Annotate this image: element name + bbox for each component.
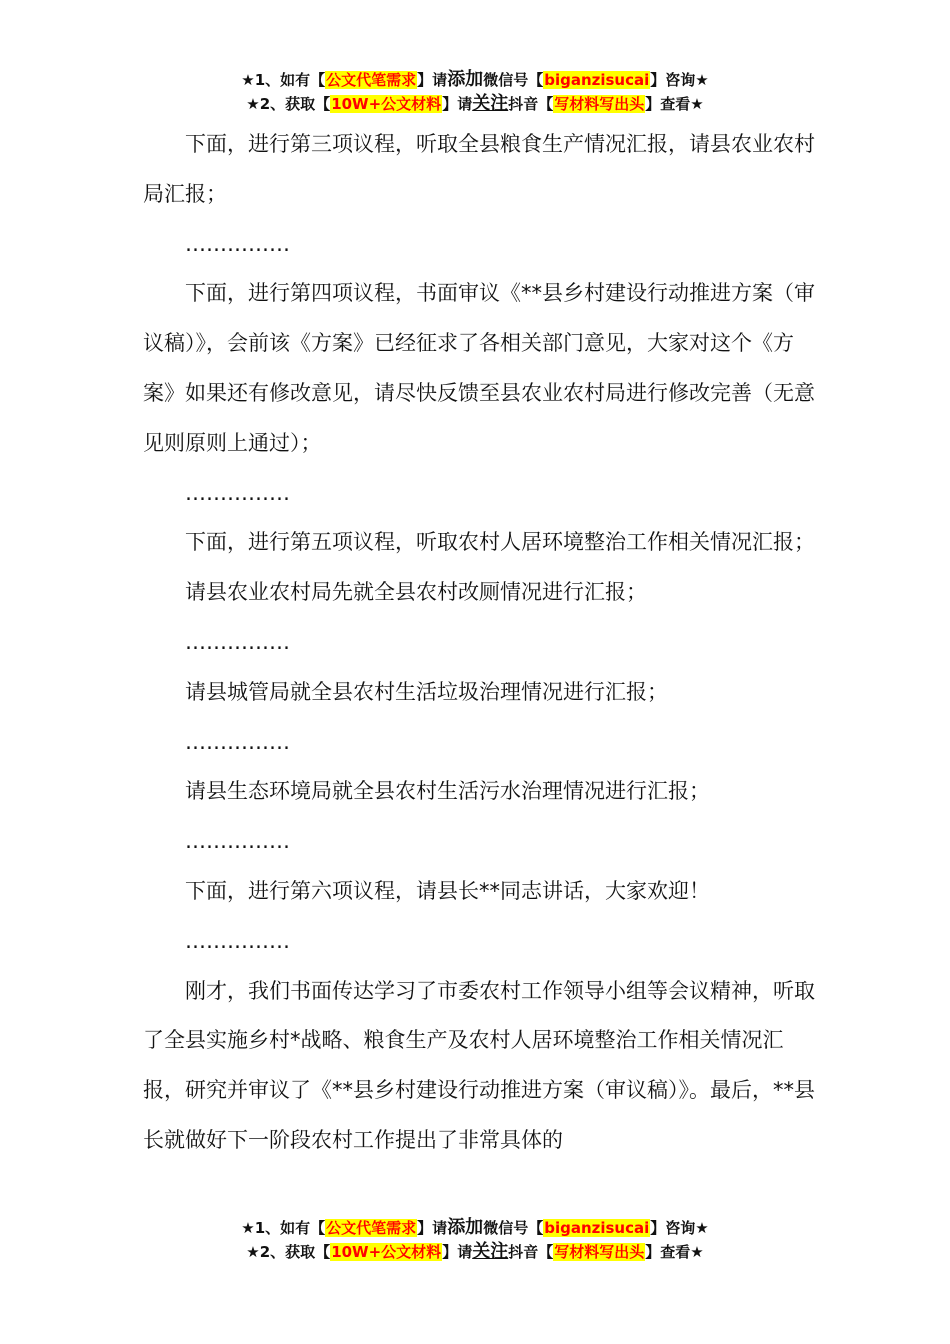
banner-line-2-mid2: 抖音【 xyxy=(508,95,554,113)
paragraph: 下面，进行第四项议程，书面审议《**县乡村建设行动推进方案（审议稿）》，会前该《方案》已经征求了各相关部门意见，大家对这个《方案》如果还有修改意见，请尽快反馈至县农业农村局进行修改完善（无意见则原则上通过）； xyxy=(143,281,815,455)
header-banner xyxy=(0,68,950,116)
banner-line-2-highlight-materials: 10W+公文材料 xyxy=(331,1243,442,1261)
banner-line-1-highlight-service: 公文代笔需求 xyxy=(326,71,417,89)
footer-banner xyxy=(0,1216,950,1264)
banner-line-1-prefix: ★1、如有【 xyxy=(241,1219,326,1237)
paragraph: 下面，进行第五项议程，听取农村人居环境整治工作相关情况汇报； xyxy=(185,530,815,555)
banner-line-1-add: 添加 xyxy=(447,1217,484,1238)
paragraph: 刚才，我们书面传达学习了市委农村工作领导小组等会议精神，听取了全县实施乡村*战略、粮食生产及农村人居环境整治工作相关情况汇报，研究并审议了《**县乡村建设行动推进方案（审议稿）》。最后，**县长就做好下一阶段农村工作提出了非常具体的 xyxy=(143,978,815,1152)
banner-line-1-highlight-wechat: biganzisucai xyxy=(544,1219,650,1237)
banner-line-1-mid1: 】请 xyxy=(417,71,448,89)
banner-line-1-mid2: 微信号【 xyxy=(483,71,544,89)
banner-line-1-suffix: 】咨询★ xyxy=(650,71,709,89)
banner-line-1-prefix: ★1、如有【 xyxy=(241,71,326,89)
banner-line-1-mid2: 微信号【 xyxy=(483,1219,544,1237)
banner-line-2-prefix: ★2、获取【 xyxy=(246,95,331,113)
banner-line-1-mid1: 】请 xyxy=(417,1219,448,1237)
ellipsis-line: …………… xyxy=(185,231,290,256)
banner-line-2-mid1: 】请 xyxy=(442,95,473,113)
ellipsis-line: …………… xyxy=(185,729,290,754)
document-body xyxy=(143,120,823,1166)
paragraph: 请县农业农村局先就全县农村改厕情况进行汇报； xyxy=(185,580,647,605)
banner-line-2-mid1: 】请 xyxy=(442,1243,473,1261)
banner-line-2-highlight-account: 写材料写出头 xyxy=(554,1243,645,1261)
banner-line-2-highlight-account: 写材料写出头 xyxy=(554,95,645,113)
banner-line-2 xyxy=(0,1240,950,1264)
paragraph: 请县城管局就全县农村生活垃圾治理情况进行汇报； xyxy=(185,679,668,704)
paragraph: 下面，进行第三项议程，听取全县粮食生产情况汇报，请县农业农村局汇报； xyxy=(143,132,815,206)
banner-line-2-highlight-materials: 10W+公文材料 xyxy=(331,95,442,113)
ellipsis-line: …………… xyxy=(185,829,290,854)
ellipsis-line: …………… xyxy=(185,480,290,505)
paragraph: 下面，进行第六项议程，请县长**同志讲话，大家欢迎！ xyxy=(185,878,710,903)
ellipsis-line: …………… xyxy=(185,928,290,953)
banner-line-1 xyxy=(0,68,950,92)
banner-line-2-prefix: ★2、获取【 xyxy=(246,1243,331,1261)
banner-line-1-suffix: 】咨询★ xyxy=(650,1219,709,1237)
banner-line-2 xyxy=(0,92,950,116)
banner-line-2-suffix: 】查看★ xyxy=(645,1243,704,1261)
banner-line-2-suffix: 】查看★ xyxy=(645,95,704,113)
banner-line-1-add: 添加 xyxy=(447,69,484,90)
banner-line-1 xyxy=(0,1216,950,1240)
banner-line-2-follow: 关注 xyxy=(472,93,509,114)
banner-line-2-follow: 关注 xyxy=(472,1241,509,1262)
banner-line-2-mid2: 抖音【 xyxy=(508,1243,554,1261)
ellipsis-line: …………… xyxy=(185,629,290,654)
paragraph: 请县生态环境局就全县农村生活污水治理情况进行汇报； xyxy=(185,779,710,804)
banner-line-1-highlight-wechat: biganzisucai xyxy=(544,71,650,89)
banner-line-1-highlight-service: 公文代笔需求 xyxy=(326,1219,417,1237)
